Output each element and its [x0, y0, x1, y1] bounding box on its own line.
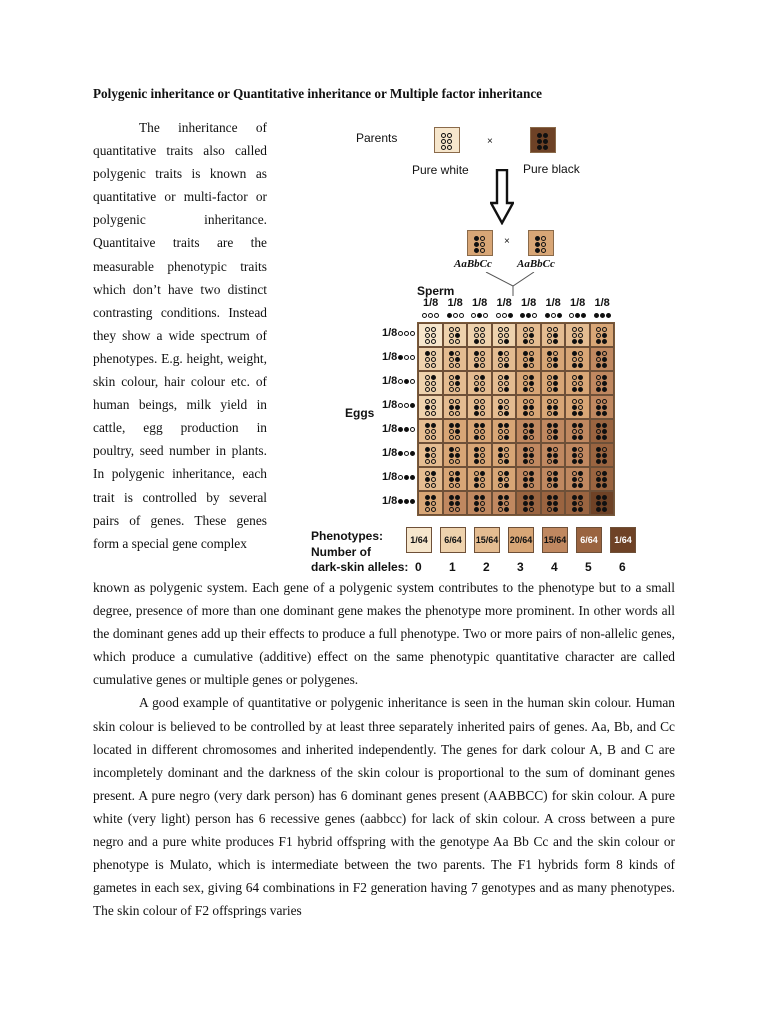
- punnett-cell: [516, 395, 541, 419]
- intro-paragraph: The inheritance of quantitative traits also called polygenic traits is known as quantitative or multi-factor or polygenic inheritance. Quantitaive traits are the measurable phenotypic traits which don’t have two distinct contrasting conditions. Instead they show a wide spectrum of phenotypes. E.g. height, weight, skin colour, hair colour etc. of human beings, milk yield in cattle, egg production in poultry, seed number in plants. In polygenic inheritance, each trait is controlled by several pairs of genes. These genes form a special gene complex: [93, 120, 267, 551]
- punnett-cell: [516, 371, 541, 395]
- parents-cross-symbol: ×: [487, 136, 493, 147]
- sperm-fraction: 1/8: [545, 297, 561, 309]
- punnett-cell: [565, 371, 590, 395]
- pure-black-label: Pure black: [523, 162, 580, 176]
- egg-fraction: 1/8: [382, 375, 398, 387]
- allele-count: 4: [551, 560, 558, 574]
- sperm-label: Sperm: [417, 284, 455, 298]
- phenotype-ratio-box: 15/64: [474, 527, 500, 553]
- egg-gamete-alleles: [398, 499, 415, 504]
- punnett-cell: [443, 323, 468, 347]
- punnett-cell: [492, 347, 517, 371]
- punnett-cell: [516, 467, 541, 491]
- punnett-cell: [492, 323, 517, 347]
- pure-black-swatch: [530, 127, 556, 153]
- egg-fraction: 1/8: [382, 327, 398, 339]
- punnett-cell: [590, 467, 615, 491]
- sperm-fraction: 1/8: [594, 297, 610, 309]
- punnett-cell: [565, 467, 590, 491]
- pure-white-label: Pure white: [412, 163, 469, 177]
- parents-label: Parents: [356, 131, 398, 145]
- punnett-cell: [492, 419, 517, 443]
- alleles-label-line2: dark-skin alleles:: [311, 560, 409, 574]
- punnett-cell: [541, 491, 566, 515]
- punnett-cell: [492, 371, 517, 395]
- punnett-cell: [443, 395, 468, 419]
- f1-left-genotype: AaBbCc: [454, 258, 492, 270]
- sperm-gamete-alleles: [447, 313, 464, 318]
- phenotype-ratio-box: 6/64: [440, 527, 466, 553]
- punnett-cell: [541, 395, 566, 419]
- punnett-cell: [516, 443, 541, 467]
- punnett-cell: [565, 419, 590, 443]
- egg-fraction: 1/8: [382, 495, 398, 507]
- allele-count: 1: [449, 560, 456, 574]
- phenotype-ratio-box: 1/64: [610, 527, 636, 553]
- punnett-cell: [443, 371, 468, 395]
- punnett-cell: [443, 419, 468, 443]
- f1-left-genotype-dots: [472, 236, 486, 253]
- f1-right-swatch: [528, 230, 554, 256]
- punnett-cell: [590, 347, 615, 371]
- punnett-cell: [418, 347, 443, 371]
- phenotypes-label: Phenotypes:: [311, 529, 384, 543]
- punnett-cell: [443, 491, 468, 515]
- sperm-gamete-alleles: [569, 313, 586, 318]
- punnett-cell: [541, 371, 566, 395]
- egg-fraction: 1/8: [382, 351, 398, 363]
- punnett-square: [417, 322, 615, 516]
- paragraph-2: A good example of quantitative or polygenic inheritance is seen in the human skin colour. Human skin colour is believed to be controlled by at least three separately inherited pairs of genes. Aa, Bb, and Cc located in different chromosomes and inherited independently. The genes for dark colour A, B and C are incompletely dominant and the darkness of the skin colour is proportional to the sum of dominant genes present. A pure negro (very dark person) has 6 dominant genes present (AABBCC) for skin colour. A pure white (very light) person has 6 recessive genes (aabbcc) for lack of skin colour. A cross between a pure negro and a pure white produces F1 hybrid offspring with the genotype Aa Bb Cc and the skin colour or phenotype is Mulato, which is intermediate between the two parents. The F1 hybrids form 8 kinds of gametes in each sex, giving 64 combinations in F2 generation having 7 genotypes and as many phenotypes. The skin colour of F2 offsprings varies: [93, 695, 675, 919]
- punnett-cell: [565, 443, 590, 467]
- punnett-cell: [590, 419, 615, 443]
- punnett-cell: [467, 395, 492, 419]
- punnett-cell: [516, 491, 541, 515]
- phenotype-ratio-box: 1/64: [406, 527, 432, 553]
- phenotype-ratio-box: 6/64: [576, 527, 602, 553]
- punnett-cell: [443, 347, 468, 371]
- punnett-cell: [516, 419, 541, 443]
- allele-count: 6: [619, 560, 626, 574]
- punnett-cell: [590, 443, 615, 467]
- punnett-cell: [467, 491, 492, 515]
- egg-fraction: 1/8: [382, 447, 398, 459]
- punnett-cell: [590, 491, 615, 515]
- paragraph-1-continued: known as polygenic system. Each gene of a polygenic system contributes to the phenotype but to a small degree, presence of more than one dominant gene makes the phenotype more prominent. In other words all the dominant genes add up their effects to produce a full phenotype. Two or more pairs of non-allelic genes, which produce a cumulative (additive) effect on the same phenotypic quantitative character are called cumulative genes or multiple genes or polygenes.: [93, 580, 675, 688]
- egg-gamete-alleles: [398, 331, 415, 336]
- egg-fraction: 1/8: [382, 423, 398, 435]
- sperm-gamete-alleles: [496, 313, 513, 318]
- sperm-gamete-alleles: [520, 313, 537, 318]
- pure-white-swatch: [434, 127, 460, 153]
- phenotype-ratio-box: 20/64: [508, 527, 534, 553]
- pure-white-genotype-dots: [439, 133, 453, 150]
- punnett-cell: [516, 347, 541, 371]
- punnett-cell: [418, 419, 443, 443]
- punnett-cell: [467, 443, 492, 467]
- f1-right-genotype-dots: [533, 236, 547, 253]
- allele-count: 3: [517, 560, 524, 574]
- punnett-cell: [418, 491, 443, 515]
- punnett-cell: [590, 323, 615, 347]
- punnett-cell: [492, 491, 517, 515]
- punnett-cell: [492, 443, 517, 467]
- punnett-cell: [467, 347, 492, 371]
- punnett-cell: [443, 443, 468, 467]
- egg-fraction: 1/8: [382, 471, 398, 483]
- page-title: Polygenic inheritance or Quantitative inheritance or Multiple factor inheritance: [93, 86, 543, 101]
- sperm-fraction: 1/8: [570, 297, 586, 309]
- sperm-fraction: 1/8: [521, 297, 537, 309]
- punnett-cell: [565, 347, 590, 371]
- punnett-cell: [418, 443, 443, 467]
- allele-count: 0: [415, 560, 422, 574]
- punnett-cell: [492, 395, 517, 419]
- punnett-cell: [467, 419, 492, 443]
- punnett-cell: [492, 467, 517, 491]
- allele-count: 2: [483, 560, 490, 574]
- punnett-cell: [467, 323, 492, 347]
- f1-cross-symbol: ×: [504, 236, 510, 247]
- f1-right-genotype: AaBbCc: [517, 258, 555, 270]
- sperm-fraction: 1/8: [423, 297, 439, 309]
- egg-gamete-alleles: [398, 355, 415, 360]
- punnett-cell: [418, 323, 443, 347]
- egg-gamete-alleles: [398, 451, 415, 456]
- punnett-cell: [418, 467, 443, 491]
- allele-count: 5: [585, 560, 592, 574]
- gamete-lines: [480, 272, 560, 298]
- punnett-cell: [467, 467, 492, 491]
- sperm-gamete-alleles: [545, 313, 562, 318]
- sperm-fraction: 1/8: [472, 297, 488, 309]
- egg-gamete-alleles: [398, 379, 415, 384]
- sperm-fraction: 1/8: [496, 297, 512, 309]
- egg-fraction: 1/8: [382, 399, 398, 411]
- sperm-fraction: 1/8: [447, 297, 463, 309]
- punnett-cell: [418, 395, 443, 419]
- f1-left-swatch: [467, 230, 493, 256]
- down-arrow-icon: [490, 169, 514, 225]
- punnett-cell: [467, 371, 492, 395]
- egg-gamete-alleles: [398, 427, 415, 432]
- punnett-cell: [541, 347, 566, 371]
- egg-gamete-alleles: [398, 403, 415, 408]
- punnett-cell: [565, 395, 590, 419]
- eggs-label: Eggs: [345, 406, 375, 420]
- punnett-cell: [565, 491, 590, 515]
- sperm-gamete-alleles: [471, 313, 488, 318]
- punnett-cell: [516, 323, 541, 347]
- punnett-cell: [541, 467, 566, 491]
- egg-gamete-alleles: [398, 475, 415, 480]
- punnett-cell: [590, 395, 615, 419]
- punnett-cell: [443, 467, 468, 491]
- sperm-gamete-alleles: [422, 313, 439, 318]
- punnett-cell: [541, 323, 566, 347]
- pure-black-genotype-dots: [535, 133, 549, 150]
- alleles-label-line1: Number of: [311, 545, 371, 559]
- punnett-cell: [541, 443, 566, 467]
- punnett-cell: [418, 371, 443, 395]
- punnett-cell: [541, 419, 566, 443]
- punnett-cell: [565, 323, 590, 347]
- punnett-cell: [590, 371, 615, 395]
- sperm-gamete-alleles: [594, 313, 611, 318]
- phenotype-ratio-box: 15/64: [542, 527, 568, 553]
- body-text: [93, 576, 675, 922]
